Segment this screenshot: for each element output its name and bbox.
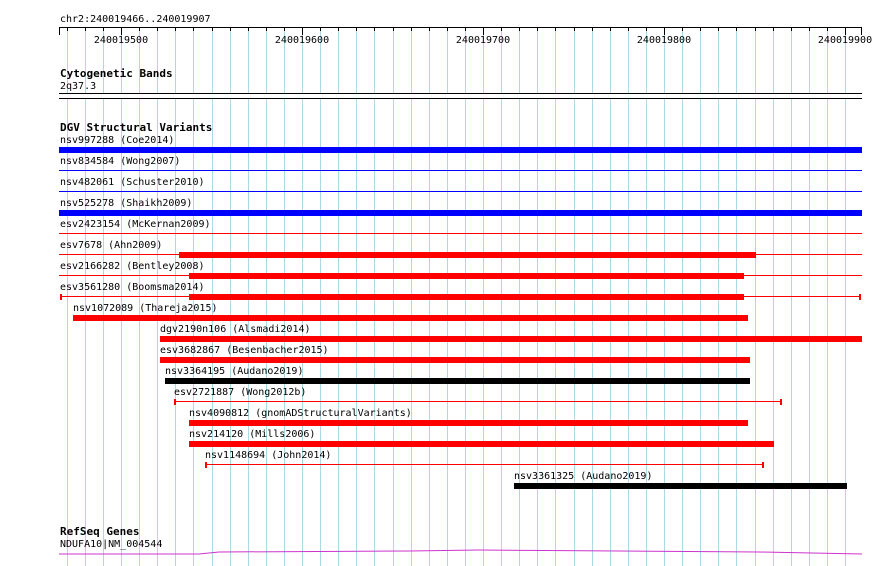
ruler-minor-tick	[320, 27, 321, 31]
ruler-major-tick	[664, 27, 665, 35]
ruler-minor-tick	[193, 27, 194, 31]
gene-label: NDUFA10|NM_004544	[60, 539, 163, 550]
ruler-minor-tick	[501, 27, 502, 31]
variant-bar[interactable]	[59, 170, 862, 171]
variant-bar[interactable]	[160, 357, 750, 363]
ruler-minor-tick	[755, 27, 756, 31]
variant-label: esv7678 (Ahn2009)	[60, 240, 163, 251]
ruler-tick-label: 240019900	[817, 35, 873, 46]
variant-start-cap	[205, 462, 207, 468]
variant-label: nsv214120 (Mills2006)	[189, 429, 316, 440]
ruler-minor-tick	[555, 27, 556, 31]
variant-label: esv2423154 (McKernan2009)	[60, 219, 211, 230]
ruler-minor-tick	[736, 27, 737, 31]
variant-label: nsv997288 (Coe2014)	[60, 135, 175, 146]
variant-label: esv3561280 (Boomsma2014)	[60, 282, 205, 293]
ruler-major-tick	[483, 27, 484, 35]
variant-bar[interactable]	[59, 191, 862, 192]
dgv-track-title: DGV Structural Variants	[60, 121, 213, 134]
variant-end-cap	[780, 399, 782, 405]
ruler-minor-tick	[103, 27, 104, 31]
ruler-major-tick	[845, 27, 846, 35]
variant-label: nsv3364195 (Audano2019)	[165, 366, 304, 377]
ruler-minor-tick	[411, 27, 412, 31]
variant-label: esv2166282 (Bentley2008)	[60, 261, 205, 272]
cytoband-label: 2q37.3	[60, 81, 97, 92]
variant-label: nsv3361325 (Audano2019)	[514, 471, 653, 482]
ruler-tick-label: 240019700	[455, 35, 511, 46]
variant-bar[interactable]	[189, 294, 744, 300]
variant-bar[interactable]	[189, 441, 774, 447]
ruler-minor-tick	[628, 27, 629, 31]
ruler-axis	[59, 27, 862, 28]
ruler-major-tick	[302, 27, 303, 35]
ruler-minor-tick	[447, 27, 448, 31]
ruler-minor-tick	[809, 27, 810, 31]
ruler-minor-tick	[429, 27, 430, 31]
ruler-tick-label: 240019600	[274, 35, 330, 46]
variant-label: esv3682867 (Besenbacher2015)	[160, 345, 329, 356]
variant-label: nsv482061 (Schuster2010)	[60, 177, 205, 188]
ruler-minor-tick	[356, 27, 357, 31]
ruler-start-tick	[59, 27, 60, 35]
variant-bar[interactable]	[59, 147, 862, 153]
ruler-minor-tick	[284, 27, 285, 31]
variant-bar[interactable]	[73, 315, 748, 321]
ruler-minor-tick	[139, 27, 140, 31]
ruler-end-tick	[861, 27, 862, 35]
ruler-minor-tick	[465, 27, 466, 31]
variant-bar[interactable]	[59, 210, 862, 216]
cytoband-bar[interactable]	[59, 93, 862, 99]
cytoband-track-title: Cytogenetic Bands	[60, 67, 173, 80]
ruler-minor-tick	[266, 27, 267, 31]
ruler-minor-tick	[85, 27, 86, 31]
ruler-minor-tick	[537, 27, 538, 31]
ruler-minor-tick	[646, 27, 647, 31]
variant-bar[interactable]	[160, 336, 862, 342]
ruler-minor-tick	[175, 27, 176, 31]
variant-bar[interactable]	[165, 378, 750, 384]
variant-flank-line	[206, 464, 764, 465]
variant-start-cap	[174, 399, 176, 405]
ruler-tick-label: 240019800	[636, 35, 692, 46]
variant-label: dgv2190n106 (Alsmadi2014)	[160, 324, 311, 335]
ruler-minor-tick	[574, 27, 575, 31]
variant-flank-line	[175, 401, 782, 402]
variant-label: nsv834584 (Wong2007)	[60, 156, 181, 167]
ruler-minor-tick	[393, 27, 394, 31]
ruler-tick-label: 240019500	[93, 35, 149, 46]
variant-bar[interactable]	[59, 233, 862, 234]
ruler-minor-tick	[682, 27, 683, 31]
ruler-minor-tick	[519, 27, 520, 31]
variant-bar[interactable]	[514, 483, 847, 489]
variant-bar[interactable]	[189, 273, 744, 279]
ruler-minor-tick	[157, 27, 158, 31]
variant-end-cap	[859, 294, 861, 300]
ruler-minor-tick	[718, 27, 719, 31]
variant-label: nsv1148694 (John2014)	[205, 450, 332, 461]
variant-bar[interactable]	[179, 252, 756, 258]
ruler-minor-tick	[791, 27, 792, 31]
variant-label: esv2721887 (Wong2012b)	[174, 387, 307, 398]
variant-start-cap	[60, 294, 62, 300]
ruler-minor-tick	[230, 27, 231, 31]
variant-end-cap	[762, 462, 764, 468]
gene-model[interactable]	[59, 546, 862, 556]
ruler-minor-tick	[338, 27, 339, 31]
ruler-minor-tick	[592, 27, 593, 31]
ruler-minor-tick	[248, 27, 249, 31]
ruler-minor-tick	[212, 27, 213, 31]
ruler-minor-tick	[374, 27, 375, 31]
variant-label: nsv1072089 (Thareja2015)	[73, 303, 218, 314]
ruler-minor-tick	[827, 27, 828, 31]
ruler-major-tick	[121, 27, 122, 35]
ruler-minor-tick	[773, 27, 774, 31]
ruler-minor-tick	[700, 27, 701, 31]
ruler-minor-tick	[67, 27, 68, 31]
refseq-track-title: RefSeq Genes	[60, 525, 140, 538]
location-label: chr2:240019466..240019907	[60, 14, 211, 25]
variant-label: nsv525278 (Shaikh2009)	[60, 198, 193, 209]
ruler-minor-tick	[610, 27, 611, 31]
variant-bar[interactable]	[189, 420, 748, 426]
variant-label: nsv4090812 (gnomADStructuralVariants)	[189, 408, 412, 419]
